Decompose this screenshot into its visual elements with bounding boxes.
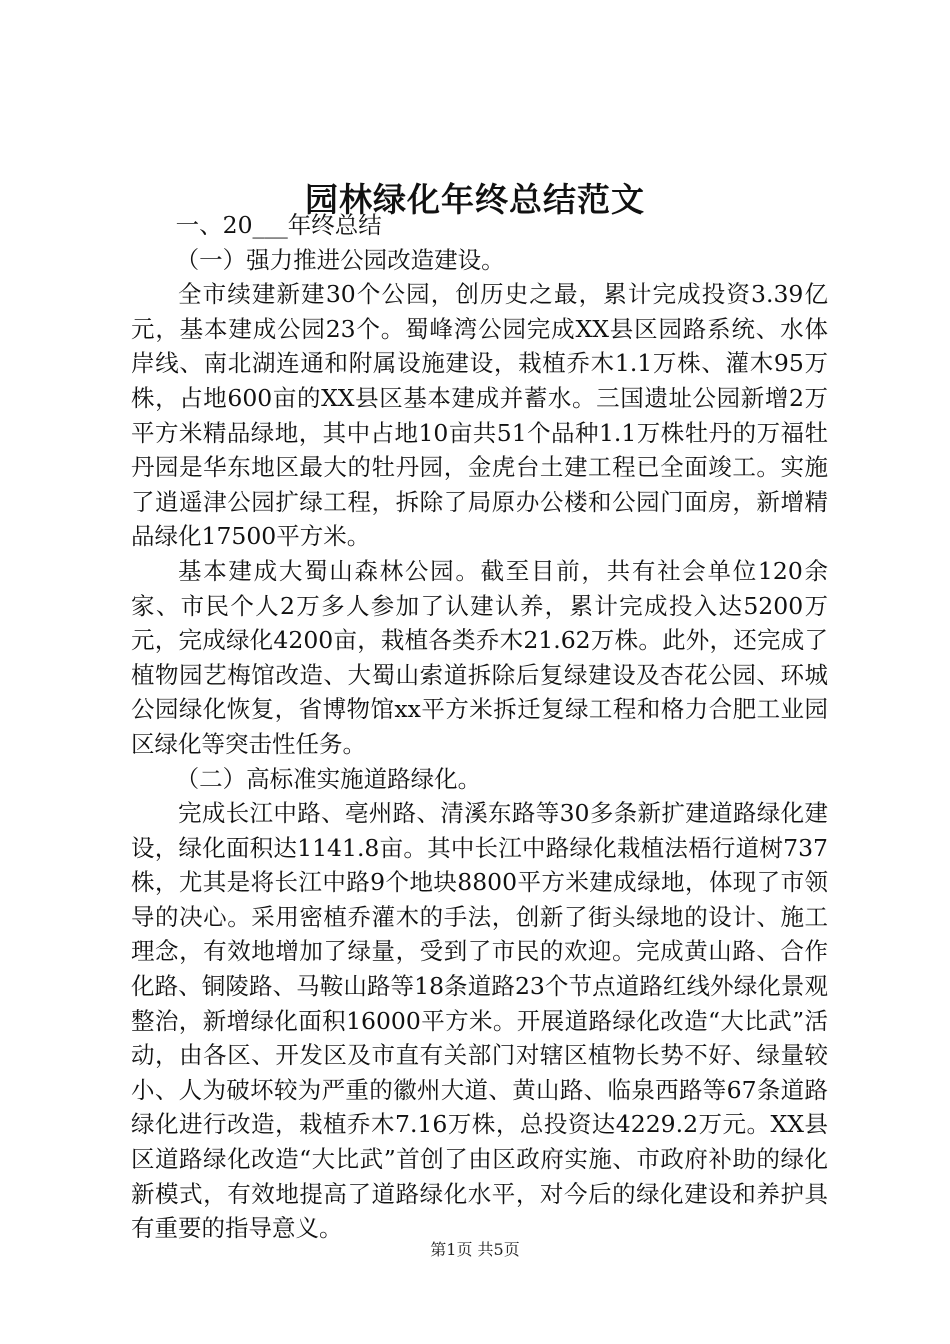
body-paragraph: 完成长江中路、亳州路、清溪东路等30多条新扩建道路绿化建设，绿化面积达1141.8亩。其中长江中路绿化栽植法梧行道树737株，尤其是将长江中路9个地块8800平方米建成绿地，体现了市领导的决心。采用密植乔灌木的手法，创新了街头绿地的设计、施工理念，有效地增加了绿量，受到了市民的欢迎。完成黄山路、合作化路、铜陵路、马鞍山路等18条道路23个节点道路红线外绿化景观整治，新增绿化面积16000平方米。开展道路绿化改造“大比武”活动，由各区、开发区及市直有关部门对辖区植物长势不好、绿量较小、人为破坏较为严重的徽州大道、黄山路、临泉西路等67条道路绿化进行改造，栽植乔木7.16万株，总投资达4229.2万元。XX县区道路绿化改造“大比武”首创了由区政府实施、市政府补助的绿化新模式，有效地提高了道路绿化水平，对今后的绿化建设和养护具有重要的指导意义。 (131, 799, 828, 1243)
body-paragraph: 全市续建新建30个公园，创历史之最，累计完成投资3.39亿元，基本建成公园23个。蜀峰湾公园完成XX县区园路系统、水体岸线、南北湖连通和附属设施建设，栽植乔木1.1万株、灌木95万株，占地600亩的XX县区基本建成并蓄水。三国遗址公园新增2万平方米精品绿地，其中占地10亩共51个品种1.1万株牡丹的万福牡丹园是华东地区最大的牡丹园，金虎台土建工程已全面竣工。实施了逍遥津公园扩绿工程，拆除了局原办公楼和公园门面房，新增精品绿化17500平方米。 (131, 280, 828, 551)
subsection-heading: （一）强力推进公园改造建设。 (175, 245, 505, 274)
subsection-heading: （二）高标准实施道路绿化。 (175, 764, 482, 793)
section-heading: 一、20___年终总结 (175, 211, 382, 239)
body-paragraph: 基本建成大蜀山森林公园。截至目前，共有社会单位120余家、市民个人2万多人参加了认建认养，累计完成投入达5200万元，完成绿化4200亩，栽植各类乔木21.62万株。此外，还完成了植物园艺梅馆改造、大蜀山索道拆除后复绿建设及杏花公园、环城公园绿化恢复，省博物馆xx平方米拆迁复绿工程和格力合肥工业园区绿化等突击性任务。 (131, 556, 828, 758)
document-body (131, 208, 828, 1246)
page-footer: 第1页 共5页 (430, 1240, 520, 1259)
document-title: 园林绿化年终总结范文 (305, 180, 645, 219)
